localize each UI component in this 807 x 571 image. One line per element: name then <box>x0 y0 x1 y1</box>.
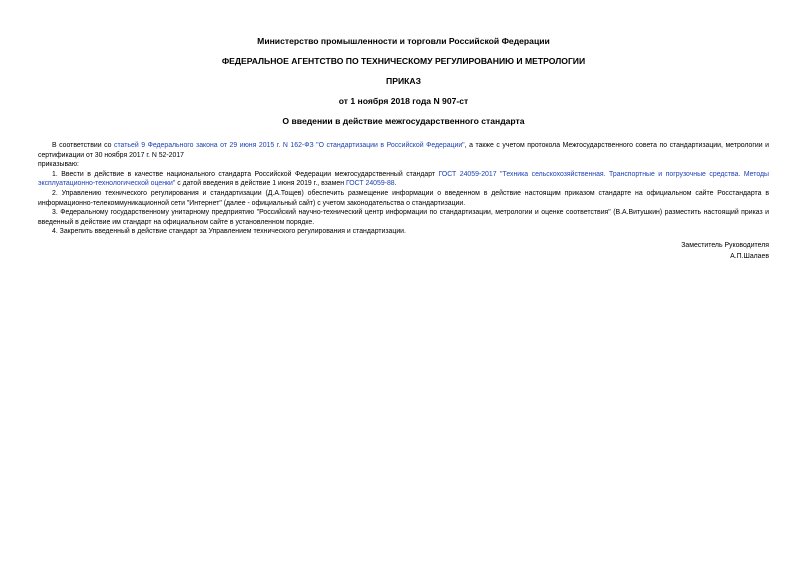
order-word: приказываю: <box>38 161 79 169</box>
item-1-text-3: . <box>394 180 397 188</box>
item-1-text-2: с датой введения в действие 1 июня 2019 г., взамен <box>175 180 346 188</box>
signature-block <box>38 240 769 262</box>
item-3-paragraph: 3. Федеральному государственному унитарному предприятию "Российский научно-технический центр информации по стандартизации, метрологии и оценке соответствия" (В.А.Витушкин) разместить настоящий приказ и введенный в действие им стандарт на официальном сайте в установленном порядке. <box>38 209 769 226</box>
gost-88-link[interactable]: ГОСТ 24059-88 <box>345 180 395 188</box>
gost-2017-link[interactable]: ГОСТ 24059-2017 "Техника сельскохозяйственная. Транспортные и погрузочные средства. Методы эксплуатационно-технологической оценки" <box>38 170 769 188</box>
federal-law-link[interactable]: статьей 9 Федерального закона от 29 июня 2015 г. N 162-ФЗ "О стандартизации в Российской Федерации" <box>114 142 465 149</box>
signatory-name: А.П.Шалаев <box>730 252 769 260</box>
agency-name: ФЕДЕРАЛЬНОЕ АГЕНТСТВО ПО ТЕХНИЧЕСКОМУ РЕГУЛИРОВАНИЮ И МЕТРОЛОГИИ <box>221 56 586 66</box>
item-2-paragraph: 2. Управлению технического регулирования и стандартизации (Д.А.Тощев) обеспечить размещение информации о введенном в действие настоящим приказом стандарте на официальном сайте Росстандарта в информационно-телекоммуникационной сети "Интернет" (далее - официальный сайт) с учетом законодательства о стандартизации. <box>38 189 769 207</box>
preamble-text-1: В соответствии со <box>52 142 115 149</box>
document-date-number: от 1 ноября 2018 года N 907-ст <box>338 96 469 106</box>
signatory-position: Заместитель Руководителя <box>681 241 769 249</box>
item-1-paragraph <box>38 170 769 189</box>
preamble-text-2: , а также с учетом протокола Межгосударственного совета по стандартизации, метрологии и сертификации от 30 ноября 2017 г. N 52-2017 <box>38 142 769 159</box>
document-title: О введении в действие межгосударственного стандарта <box>282 116 525 126</box>
item-4-paragraph: 4. Закрепить введенный в действие стандарт за Управлением технического регулирования и стандартизации. <box>52 228 406 236</box>
document-body <box>38 141 769 237</box>
document-type: ПРИКАЗ <box>386 76 421 86</box>
item-1-text-1: 1. Ввести в действие в качестве национального стандарта Российской Федерации межгосударственный стандарт <box>52 170 439 178</box>
preamble-paragraph <box>38 141 769 160</box>
ministry-name: Министерство промышленности и торговли Российской Федерации <box>257 36 550 46</box>
